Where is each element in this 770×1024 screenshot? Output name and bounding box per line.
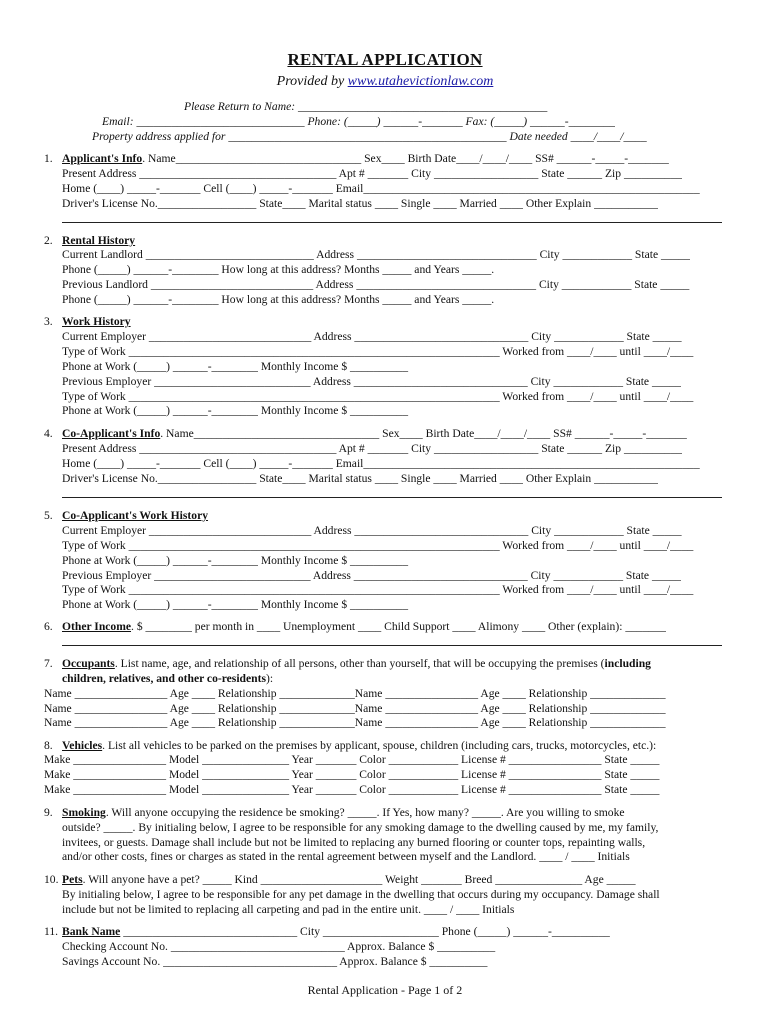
section-11-line-2[interactable]: Checking Account No. ______________________________ Approx. Balance $ __________ [62, 940, 496, 953]
section-2-line-2[interactable]: Phone (_____) ______-________ How long at this address? Months _____ and Years _____. [62, 263, 495, 276]
section-6-number: 6. [44, 620, 53, 633]
section-4-number: 4. [44, 427, 53, 440]
section-6-text: . $ ________ per month in ____ Unemployment ____ Child Support ____ Alimony ____ Other (explain): _______ [131, 620, 666, 633]
section-8-heading: Vehicles [62, 739, 103, 752]
section-3-heading: Work History [62, 315, 131, 328]
vehicle-row-3[interactable]: Make ________________ Model _______________ Year _______ Color ____________ License # ________________ State _____ [44, 783, 660, 796]
section-4-line-1[interactable] [62, 427, 687, 441]
section-7-text-bold: including [604, 657, 651, 670]
section-9-line-3: invitees, or guests. Damage shall include but not be limited to replacing any burned flooring or counter tops, repainting walls, [62, 836, 646, 849]
section-10-heading: Pets [62, 873, 83, 886]
occupant-row-2[interactable]: Name ________________ Age ____ Relationship _____________Name ________________ Age ____ Relationship _____________ [44, 702, 666, 715]
section-7-number: 7. [44, 657, 53, 670]
section-11-line-1-text: ______________________________ City ____________________ Phone (_____) ______-__________ [120, 925, 610, 938]
section-9-line-1-text: . Will anyone occupying the residence be smoking? _____. If Yes, how many? _____. Are you willing to smoke [105, 806, 625, 819]
section-8-line [62, 739, 656, 753]
section-3-line-1[interactable]: Current Employer ____________________________ Address ______________________________ City ____________ State _____ [62, 330, 682, 343]
provider-link[interactable]: www.utahevictionlaw.com [347, 74, 494, 89]
section-3-line-5[interactable]: Type of Work ________________________________________________________________ Worked from ____/____ until ____/____ [62, 390, 694, 403]
occupant-row-3[interactable]: Name ________________ Age ____ Relationship _____________Name ________________ Age ____ Relationship _____________ [44, 716, 666, 729]
section-4-line-4[interactable]: Driver's License No._________________ State____ Marital status ____ Single ____ Married ____ Other Explain ___________ [62, 472, 658, 485]
section-1-line-4[interactable]: Driver's License No._________________ State____ Marital status ____ Single ____ Married ____ Other Explain ___________ [62, 197, 658, 210]
section-5-heading: Co-Applicant's Work History [62, 509, 209, 522]
section-9-line-1[interactable] [62, 806, 625, 820]
section-5-line-4[interactable]: Previous Employer ___________________________ Address ______________________________ City ____________ State _____ [62, 569, 681, 582]
section-10-line-2: By initialing below, I agree to be responsible for any pet damage in the dwelling that occurs during my occupancy. Damage shall [62, 888, 660, 901]
section-9-line-2[interactable]: outside? _____. By initialing below, I agree to be responsible for any smoking damage to the dwelling caused by me, my family, [62, 821, 659, 834]
section-3-line-4[interactable]: Previous Employer ___________________________ Address ______________________________ City ____________ State _____ [62, 375, 681, 388]
section-7-text: . List name, age, and relationship of all persons, other than yourself, that will be occupying the premises ( [114, 657, 605, 670]
section-8-number: 8. [44, 739, 53, 752]
section-10-line-1[interactable] [62, 873, 636, 887]
occupant-row-1[interactable]: Name ________________ Age ____ Relationship _____________Name ________________ Age ____ Relationship _____________ [44, 687, 666, 700]
section-1-line-3[interactable]: Home (____) _____-_______ Cell (____) _____-_______ Email__________________________________________________________ [62, 182, 700, 195]
section-9-heading: Smoking [62, 806, 106, 819]
vehicle-row-1[interactable]: Make ________________ Model _______________ Year _______ Color ____________ License # ________________ State _____ [44, 753, 660, 766]
page-footer: Rental Application - Page 1 of 2 [307, 983, 463, 997]
section-8-text: . List all vehicles to be parked on the premises by applicant, spouse, children (including cars, trucks, motorcycles, etc.): [102, 739, 657, 752]
section-4-line-1-text: . Name________________________________ Sex____ Birth Date____/____/____ SS# ______-_____-_______ [160, 427, 687, 440]
section-2-line-4[interactable]: Phone (_____) ______-________ How long at this address? Months _____ and Years _____. [62, 293, 495, 306]
section-10-line-3[interactable]: include but not be limited to replacing all carpeting and pad in the entire unit. ____ / ____ Initials [62, 903, 515, 916]
section-2-heading: Rental History [62, 234, 136, 247]
section-6-heading: Other Income [62, 620, 132, 633]
section-4-heading: Co-Applicant's Info [62, 427, 161, 440]
section-11-heading: Bank Name [62, 925, 121, 938]
section-11-line-1[interactable] [62, 925, 610, 939]
section-7-text-bold-2: children, relatives, and other co-residents [62, 672, 266, 685]
section-5-line-3[interactable]: Phone at Work (_____) ______-________ Monthly Income $ __________ [62, 554, 408, 567]
property-line[interactable]: Property address applied for ________________________________________________ Date needed ____/____/____ [92, 130, 647, 143]
section-7-line-2 [62, 672, 273, 686]
section-10-number: 10. [44, 873, 59, 886]
section-5-line-6[interactable]: Phone at Work (_____) ______-________ Monthly Income $ __________ [62, 598, 408, 611]
section-1-line-2[interactable]: Present Address __________________________________ Apt # _______ City __________________ State ______ Zip __________ [62, 167, 682, 180]
section-1-line-1[interactable] [62, 152, 669, 166]
section-7-text-end: ): [265, 672, 274, 685]
section-2-line-3[interactable]: Previous Landlord ____________________________ Address _______________________________ City ____________ State _____ [62, 278, 690, 291]
provided-by [0, 74, 770, 90]
section-1-number: 1. [44, 152, 53, 165]
section-9-line-4[interactable]: and/or other costs, fines or charges as stated in the rental agreement between myself and the Landlord. ____ / ____ Initials [62, 850, 630, 863]
page-title: RENTAL APPLICATION [287, 50, 483, 69]
section-5-line-1[interactable]: Current Employer ____________________________ Address ______________________________ City ____________ State _____ [62, 524, 682, 537]
section-6-line[interactable] [62, 620, 666, 634]
section-1-line-1-text: . Name________________________________ Sex____ Birth Date____/____/____ SS# ______-_____-_______ [142, 152, 669, 165]
section-5-line-2[interactable]: Type of Work ________________________________________________________________ Worked from ____/____ until ____/____ [62, 539, 694, 552]
section-10-line-1-text: . Will anyone have a pet? _____ Kind _____________________ Weight _______ Breed _______________ Age _____ [82, 873, 636, 886]
section-1-blank-line[interactable] [62, 222, 722, 223]
section-6-blank-line[interactable] [62, 645, 722, 646]
section-5-line-5[interactable]: Type of Work ________________________________________________________________ Worked from ____/____ until ____/____ [62, 583, 694, 596]
section-3-line-6[interactable]: Phone at Work (_____) ______-________ Monthly Income $ __________ [62, 404, 408, 417]
section-4-blank-line[interactable] [62, 497, 722, 498]
section-9-number: 9. [44, 806, 53, 819]
section-5-number: 5. [44, 509, 53, 522]
section-1-heading: Applicant's Info [62, 152, 143, 165]
section-7-heading: Occupants [62, 657, 115, 670]
contact-line[interactable]: Email: _____________________________ Phone: (_____) ______-_______ Fax: (_____) ______-________ [102, 115, 615, 128]
return-to-line[interactable]: Please Return to Name: ___________________________________________ [184, 100, 548, 113]
section-3-line-2[interactable]: Type of Work ________________________________________________________________ Worked from ____/____ until ____/____ [62, 345, 694, 358]
provided-by-prefix: Provided by [276, 74, 348, 89]
section-3-line-3[interactable]: Phone at Work (_____) ______-________ Monthly Income $ __________ [62, 360, 408, 373]
vehicle-row-2[interactable]: Make ________________ Model _______________ Year _______ Color ____________ License # ________________ State _____ [44, 768, 660, 781]
section-7-line-1 [62, 657, 651, 671]
section-3-number: 3. [44, 315, 53, 328]
section-4-line-2[interactable]: Present Address __________________________________ Apt # _______ City __________________ State ______ Zip __________ [62, 442, 682, 455]
section-4-line-3[interactable]: Home (____) _____-_______ Cell (____) _____-_______ Email__________________________________________________________ [62, 457, 700, 470]
section-11-line-3[interactable]: Savings Account No. ______________________________ Approx. Balance $ __________ [62, 955, 488, 968]
section-2-number: 2. [44, 234, 53, 247]
section-2-line-1[interactable]: Current Landlord _____________________________ Address _______________________________ City ____________ State _____ [62, 248, 690, 261]
section-11-number: 11. [44, 925, 59, 938]
